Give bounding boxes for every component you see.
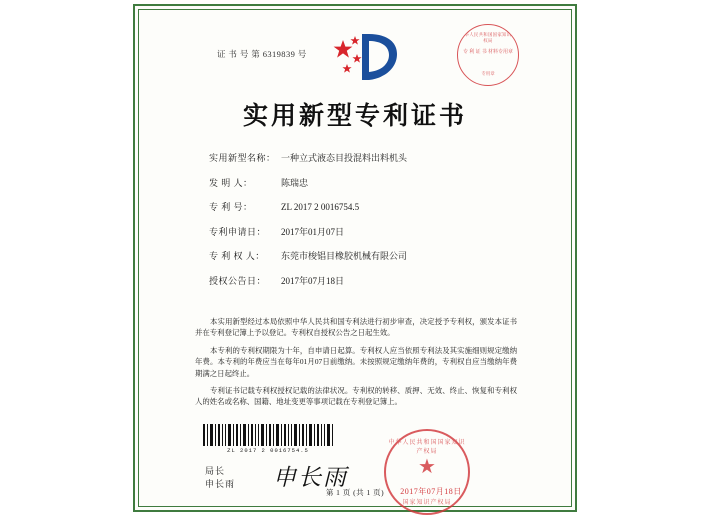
field-value: 2017年01月07日 <box>281 226 345 237</box>
field-row <box>209 275 509 287</box>
field-value: 2017年07月18日 <box>281 275 345 286</box>
field-value: 东莞市梭锠目橡胶机械有限公司 <box>281 251 408 261</box>
seal-date: 2017年07月18日 <box>400 487 462 496</box>
field-label: 专利申请日： <box>209 226 267 237</box>
field-value: 陈瑞忠 <box>281 177 309 188</box>
seal-top-bottom-text: 专用章 <box>481 71 495 76</box>
field-label: 授权公告日： <box>209 275 267 286</box>
field-value: ZL 2017 2 0016754.5 <box>281 202 360 212</box>
certificate-fields <box>209 152 509 299</box>
page-title: 实用新型专利证书 <box>242 103 467 130</box>
star-icon: ★ <box>418 456 436 478</box>
field-row <box>209 250 509 262</box>
field-row <box>209 152 509 164</box>
director-label: 局长 <box>205 466 226 476</box>
field-label: 专 利 号： <box>209 202 253 212</box>
legal-paragraph: 专利证书记载专利权授权记载的法律状况。专利权的转移、质押、无效、终止、恢复和专利权人的姓名或名称、国籍、地址变更等事项记载在专利登记簿上。 <box>195 386 517 407</box>
red-stamp-main-icon <box>384 429 470 515</box>
field-value: 一种立式液态目投混料出料机头 <box>281 153 408 163</box>
seal-top-ring-text: 中华人民共和国国家知识产权局 <box>459 32 517 43</box>
field-row <box>209 201 509 213</box>
barcode-icon <box>203 424 333 446</box>
certificate-number: 证 书 号 第 6319839 号 <box>217 49 307 59</box>
field-label: 实用新型名称： <box>209 153 276 163</box>
field-row <box>209 226 509 238</box>
cnipa-logo-icon <box>329 30 403 84</box>
seal-top-mid-text: 专 利 证 书 材料专用章 <box>462 50 513 55</box>
seal-main-top-text: 中华人民共和国国家知识产权局 <box>388 440 466 455</box>
field-label: 专 利 权 人： <box>209 251 265 261</box>
red-stamp-top-icon <box>457 24 519 86</box>
legal-paragraph: 本实用新型经过本局依照中华人民共和国专利法进行初步审查，决定授予专利权，颁发本证书并在专利登记簿上予以登记。专利权自授权公告之日起生效。 <box>195 317 517 338</box>
certificate-sheet <box>133 4 577 512</box>
handwritten-signature: 申长雨 <box>273 465 348 490</box>
field-label: 发 明 人： <box>209 177 253 188</box>
barcode-number: ZL 2017 2 0016754.5 <box>227 447 309 454</box>
seal-main-bottom-text: 国家知识产权局 <box>402 500 452 506</box>
legal-paragraph: 本专利的专利权期限为十年，自申请日起算。专利权人应当依照专利法及其实施细则规定缴纳年费。本专利的年费应当在每年01月07日前缴纳。未按照规定缴纳年费的，专利权自应当缴纳年费期满之日起终止。 <box>195 345 517 378</box>
page-footer: 第 1 页 (共 1 页) <box>325 488 385 497</box>
legal-text <box>195 316 517 414</box>
field-row <box>209 177 509 189</box>
director-name: 申长雨 <box>205 479 236 489</box>
